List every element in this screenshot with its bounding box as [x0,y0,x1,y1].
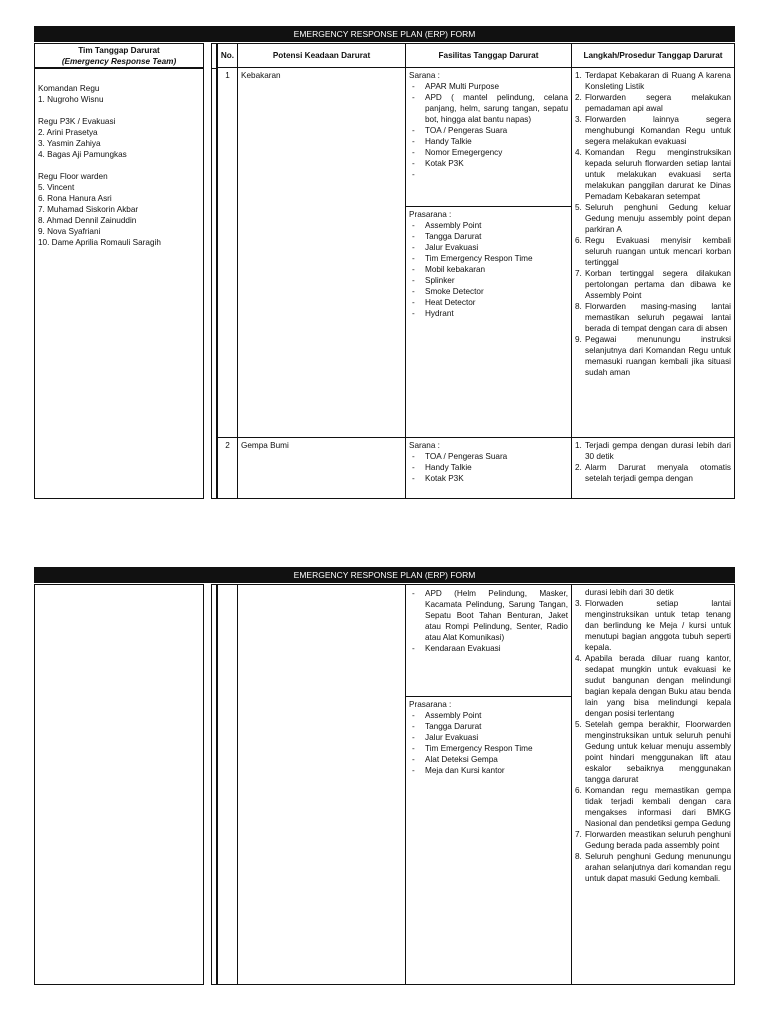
column-header-langkah: Langkah/Prosedur Tanggap Darurat [571,43,735,68]
floor-warden-member: 6. Rona Hanura Asri [38,194,112,203]
list-item: - Meja dan Kursi kantor [412,766,505,775]
list-item: - Alat Deteksi Gempa [412,755,498,764]
list-item: 1. Terdapat Kebakaran di Ruang A karena Konsleting Listik [575,71,731,91]
list-item: - APD (Helm Pelindung, Masker, Kacamata Pelindung, Sarung Tangan, Sepatu Boot Tahan Benturan, Jaket atau Rompi Pelindung, Senter, Radio atau Alat Komunikasi) [412,589,568,642]
komandan-label: Komandan Regu [38,84,100,93]
floor-warden-member: 10. Dame Aprilia Romauli Saragih [38,238,161,247]
list-item: 3. Florwaden setiap lantai menginstruksikan untuk tetap tenang dan berlindung ke Meja / kursi untuk menutupi bagian anggota tubuh seperti kepala. [575,599,731,652]
floor-warden-member: 8. Ahmad Dennil Zainuddin [38,216,137,225]
team-header-subtitle: (Emergency Response Team) [61,56,177,66]
list-item: - Jalur Evakuasi [412,733,479,742]
list-item: - Handy Talkie [412,137,472,146]
row-2-no-cont [217,584,238,985]
list-item: - Mobil kebakaran [412,265,486,274]
p3k-member: 4. Bagas Aji Pamungkas [38,150,127,159]
list-item: 5. Seluruh penghuni Gedung keluar Gedung menuju assembly point depan parkiran A [575,203,731,234]
floor-warden-member: 9. Nova Syafriani [38,227,101,236]
prasarana-label: Prasarana : [409,700,452,709]
list-item: - TOA / Pengeras Suara [412,452,508,461]
sarana-label: Sarana : [409,71,440,80]
row-1-no: 1 [217,67,238,438]
row-2-sarana [405,437,572,499]
list-item: - Handy Talkie [412,463,472,472]
row-1-potensi: Kebakaran [237,67,406,438]
list-item: 2. Alarm Darurat menyala otomatis setelah terjadi gempa dengan [575,463,731,483]
list-item: 8. Florwarden masing-masing lantai memastikan seluruh pegawai lantai berada di tempat dengan cara di absen [575,302,731,333]
floor-warden-member: 7. Muhamad Siskorin Akbar [38,205,139,214]
list-item: 9. Pegawai menunungu instruksi selanjutnya dari Komandan Regu untuk memasuki ruangan kembali jika situasi sudah aman [575,335,731,377]
list-item: 7. Florwarden meastikan seluruh penghuni Gedung berada pada assembly point [575,830,731,850]
list-item: - Heat Detector [412,298,476,307]
list-item: - Assembly Point [412,221,482,230]
list-item: - Jalur Evakuasi [412,243,479,252]
list-item: - Kotak P3K [412,474,464,483]
row-2-langkah [571,437,735,499]
list-item: - Tim Emergency Respon Time [412,744,533,753]
list-item: 5. Setelah gempa berakhir, Floorwarden menginstruksikan untuk seluruh penuhi Gedung untuk keluar menuju assembly point hindari menggunakan lift atau eskalor sebaiknya menggunakan tangga darurat [575,720,731,784]
team-header [34,43,204,68]
row-2-sarana-cont [405,584,572,697]
list-item: 6. Regu Evakuasi menyisir kembali seluruh ruangan untuk mencari korban tertinggal [575,236,731,267]
column-header-fasilitas: Fasilitas Tanggap Darurat [405,43,572,68]
row-1-langkah [571,67,735,438]
list-item: - Tim Emergency Respon Time [412,254,533,263]
row-2-prasarana [405,696,572,985]
list-item: 4. Apabila berada diluar ruang kantor, sedapat mungkin untuk evakuasi ke sudut bangunan dengan melindungi bagian kepala dengan Buku atau benda lain yang bisa melindungi kepala dengan posisi terlentang [575,654,731,718]
langkah-continuation: durasi lebih dari 30 detik [585,588,674,597]
p3k-member: 3. Yasmin Zahiya [38,139,101,148]
team-list [34,68,204,499]
list-item: - APAR Multi Purpose [412,82,500,91]
list-item: 7. Korban tertinggal segera dilakukan pertolongan pertama dan dibawa ke Assembly Point [575,269,731,300]
list-item: - Hydrant [412,309,454,318]
team-list [34,584,204,985]
row-2-potensi: Gempa Bumi [237,437,406,499]
row-2-langkah-cont [571,584,735,985]
column-header-potensi: Potensi Keadaan Darurat [237,43,406,68]
floor-warden-label: Regu Floor warden [38,172,108,181]
row-1-sarana [405,67,572,207]
list-item: - Smoke Detector [412,287,484,296]
team-header-title: Tim Tanggap Darurat [78,45,160,55]
row-2-no: 2 [217,437,238,499]
form-title: EMERGENCY RESPONSE PLAN (ERP) FORM [34,26,735,42]
erp-form-page-1 [34,26,735,499]
list-item: 6. Komandan regu memastikan gempa tidak terjadi kembali dengan cara mengakses informasi dari BMKG Nasional dan pendetiksi gempa Gedung [575,786,731,828]
list-item: - Kendaraan Evakuasi [412,644,501,653]
list-item: - Nomor Emegergency [412,148,503,157]
list-item: - [412,170,415,179]
form-title: EMERGENCY RESPONSE PLAN (ERP) FORM [34,567,735,583]
list-item: - TOA / Pengeras Suara [412,126,508,135]
list-item: - Kotak P3K [412,159,464,168]
erp-form-page-2 [34,567,735,985]
p3k-member: 2. Arini Prasetya [38,128,98,137]
row-2-potensi-cont [237,584,406,985]
list-item: 3. Florwarden lainnya segera menghubungi Komandan Regu untuk segera melakukan evakuasi [575,115,731,146]
list-item: 4. Komandan Regu menginstruksikan kepada seluruh florwarden setiap lantai untuk melakukan evakuasi serta melakukan panggilan darurat ke Dinas Pemadam Kebakaran setempat [575,148,731,201]
list-item: 1. Terjadi gempa dengan durasi lebih dari 30 detik [575,441,731,461]
list-item: - Tangga Darurat [412,722,482,731]
sarana-label: Sarana : [409,441,440,450]
list-item: - Tangga Darurat [412,232,482,241]
list-item: - APD ( mantel pelindung, celana panjang, helm, sarung tangan, sepatu bot, hingga alat bantu napas) [412,93,568,124]
list-item: 8. Seluruh penghuni Gedung menunungu arahan selanjutnya dari komandan regu untuk dapat masuki Gedung kembali. [575,852,731,883]
komandan-member: 1. Nugroho Wisnu [38,95,104,104]
column-header-no: No. [217,43,238,68]
list-item: - Assembly Point [412,711,482,720]
prasarana-label: Prasarana : [409,210,452,219]
p3k-label: Regu P3K / Evakuasi [38,117,116,126]
list-item: - Splinker [412,276,455,285]
list-item: 2. Florwarden segera melakukan pemadaman api awal [575,93,731,113]
floor-warden-member: 5. Vincent [38,183,75,192]
row-1-prasarana [405,206,572,438]
